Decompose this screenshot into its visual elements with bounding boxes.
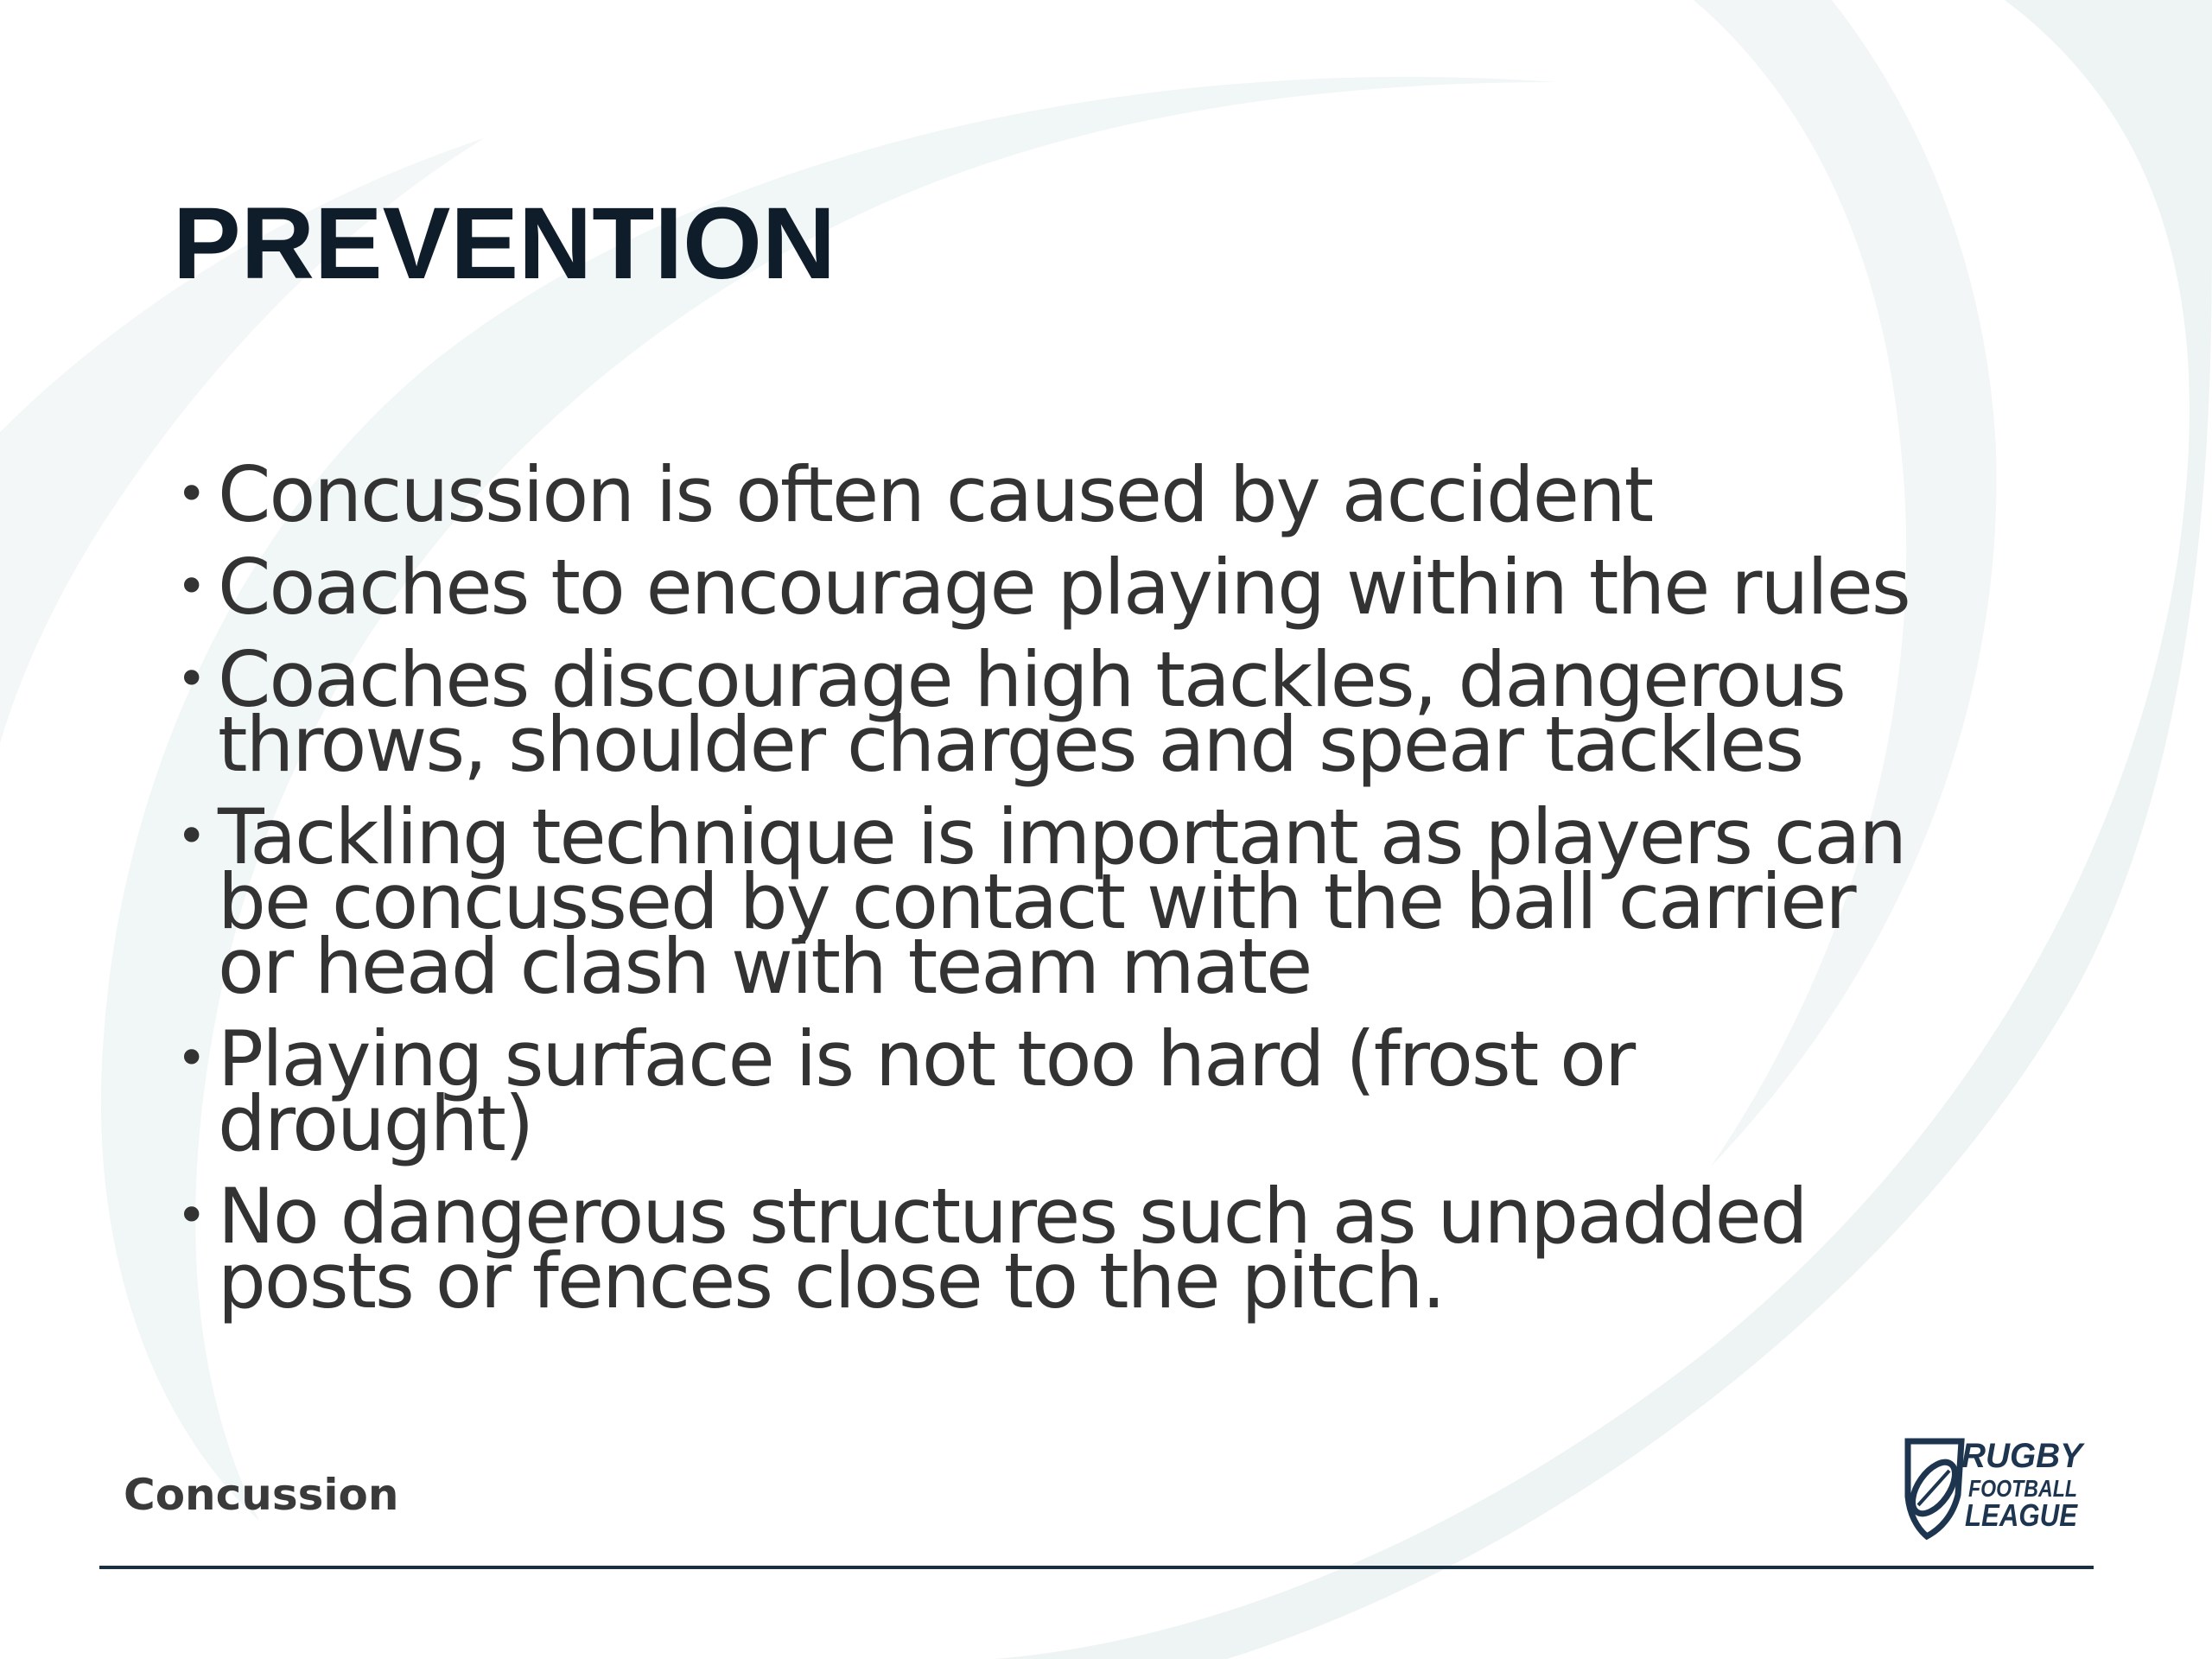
bullet-list — [173, 450, 2100, 1341]
bullet-dot: • — [176, 1028, 206, 1089]
bullet-text-line: Concussion is often caused by accident — [218, 450, 1653, 539]
bullet-text-line: Tackling technique is important as players can — [218, 792, 1906, 881]
bullet-text-line: posts or fences close to the pitch. — [218, 1236, 1445, 1325]
rugby-ball-shield-icon — [1904, 1441, 1963, 1536]
bullet-text-line: No dangerous structures such as unpadded — [218, 1172, 1807, 1261]
bullet-text-line: or head clash with team mate — [218, 922, 1312, 1011]
logo-text-line3: LEAGUE — [1965, 1497, 2078, 1533]
bullet-dot: • — [176, 556, 206, 617]
bullet-item — [173, 543, 2100, 632]
rugby-football-league-logo — [1901, 1434, 2091, 1542]
bullet-text-line: Coaches discourage high tackles, dangerous — [218, 635, 1845, 724]
slide-title: PREVENTION — [173, 187, 836, 301]
bullet-text-line: throws, shoulder charges and spear tackles — [218, 700, 1803, 789]
bullet-text-line: drought) — [218, 1079, 533, 1168]
bullet-item — [173, 635, 2100, 789]
bullet-dot: • — [176, 649, 206, 709]
bullet-text-line: be concussed by contact with the ball carrier — [218, 857, 1855, 946]
footer-divider — [99, 1566, 2094, 1569]
bullet-dot: • — [176, 806, 206, 867]
bullet-dot: • — [176, 464, 206, 524]
bullet-item — [173, 1172, 2100, 1325]
footer-label: Concussion — [124, 1470, 399, 1520]
bullet-item — [173, 450, 2100, 539]
bullet-text-line: Coaches to encourage playing within the rules — [218, 543, 1910, 632]
bullet-dot: • — [176, 1185, 206, 1246]
bullet-item — [173, 792, 2100, 1011]
bullet-item — [173, 1014, 2100, 1168]
logo-text-line2: FOOTBALL — [1968, 1475, 2077, 1502]
bullet-text-line: Playing surface is not too hard (frost or — [218, 1014, 1635, 1103]
logo-text-line1: RUGBY — [1961, 1437, 2086, 1475]
